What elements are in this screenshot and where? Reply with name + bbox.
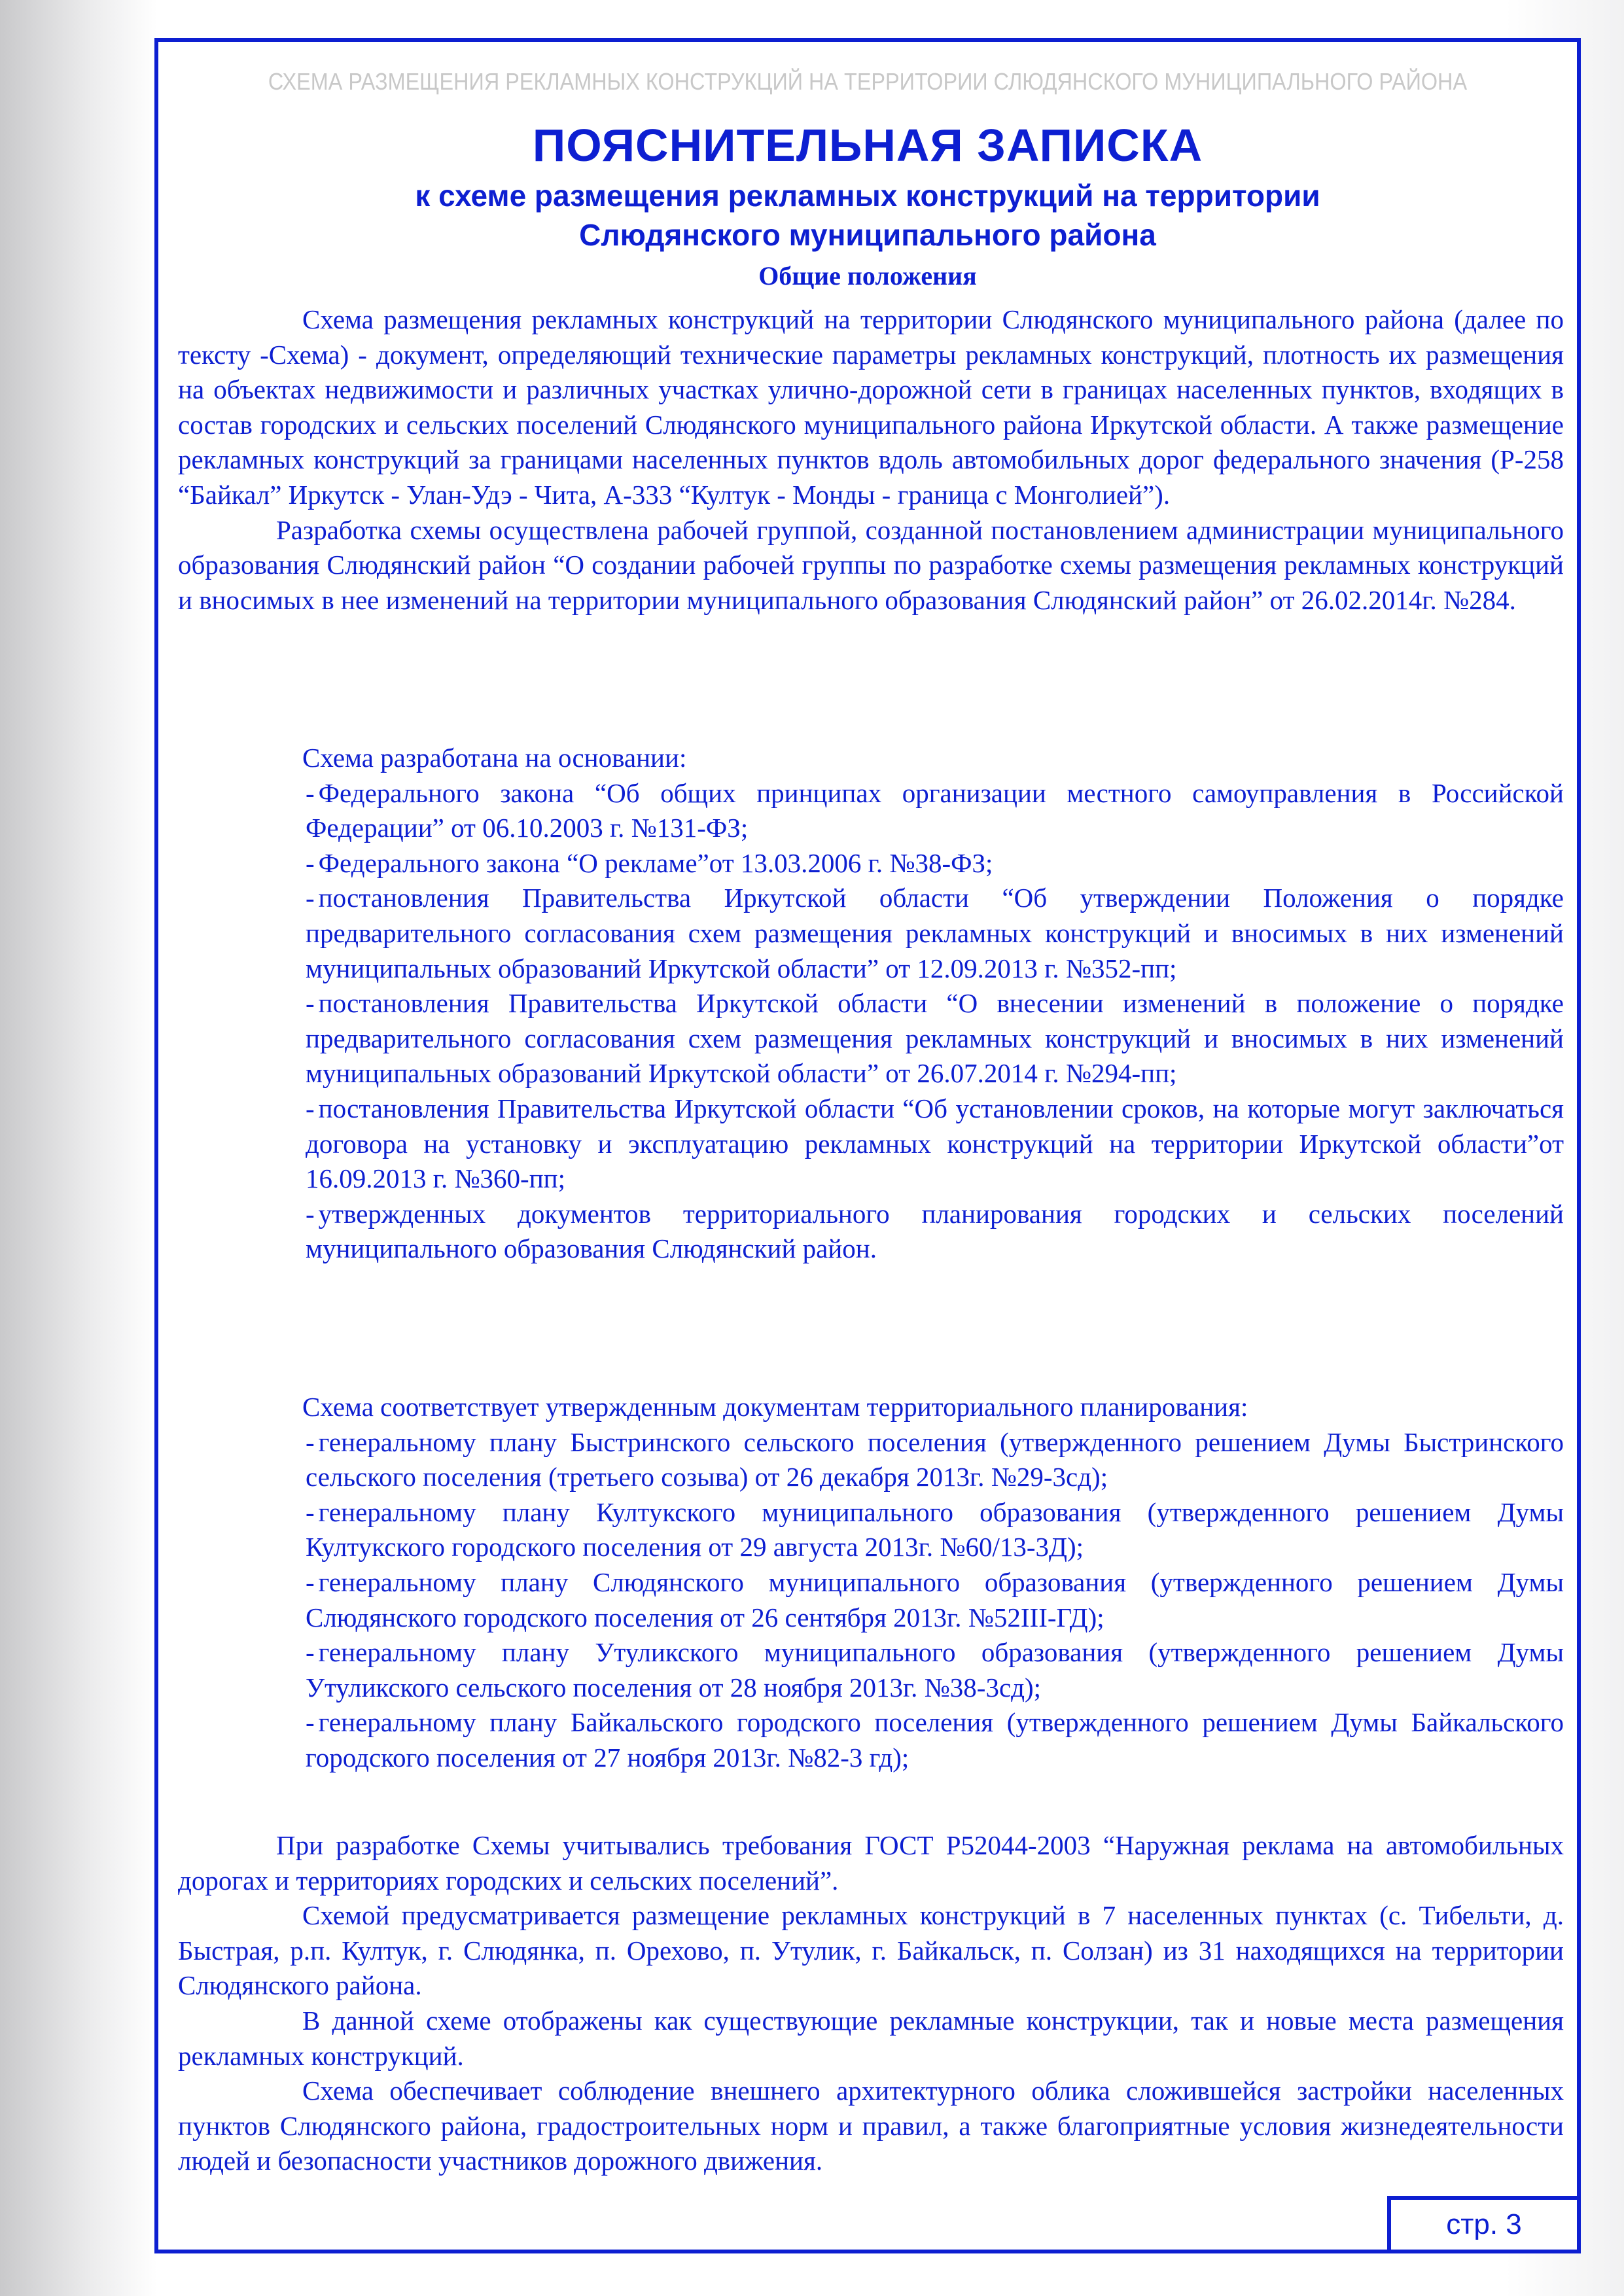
basis-item-text: утвержденных документов территориального планирования городских и сельских поселений муниципального образования Слюдянский район. <box>306 1198 1564 1264</box>
basis-item <box>178 1091 1564 1197</box>
list-dash: - <box>306 777 315 808</box>
plan-item-text: генеральному плану Утуликского муниципального образования (утвержденного решением Думы Утуликского сельского поселения от 28 ноября 2013г. №38-3сд); <box>306 1637 1564 1703</box>
document-frame <box>154 38 1581 2253</box>
plan-item <box>178 1565 1564 1635</box>
basis-item <box>178 776 1564 846</box>
plan-item-text: генеральному плану Байкальского городского поселения (утвержденного решением Думы Байкальского городского поселения от 27 ноября 2013г. №82-3 гд); <box>306 1707 1564 1773</box>
list-dash: - <box>306 1707 315 1738</box>
plan-item-text: генеральному плану Култукского муниципального образования (утвержденного решением Думы Култукского городского поселения от 29 августа 2013г. №60/13-3Д); <box>306 1496 1564 1563</box>
plan-item <box>178 1705 1564 1775</box>
plan-item-text: генеральному плану Быстринского сельского поселения (утвержденного решением Думы Быстринского сельского поселения (третьего созыва) от 26 декабря 2013г. №29-3сд); <box>306 1426 1564 1492</box>
basis-item-text: Федерального закона “Об общих принципах организации местного самоуправления в Российской Федерации” от 06.10.2003 г. №131-ФЗ; <box>306 777 1564 843</box>
paragraph-scheme-definition: Схема размещения рекламных конструкций на территории Слюдянского муниципального района (далее по тексту -Схема) - документ, определяющий технические параметры рекламных конструкций, плотность их размещения на объектах недвижимости и различных участках улично-дорожной сети в границах населенных пунктов, входящих в состав городских и сельских поселений Слюдянского муниципального района Иркутской области. А также размещение рекламных конструкций за границами населенных пунктов вдоль автомобильных дорог федерального значения (Р-258 “Байкал” Иркутск - Улан-Удэ - Чита, А-333 “Култук - Монды - граница с Монголией”). <box>178 304 1564 510</box>
paragraph-settlements: Схемой предусматривается размещение рекламных конструкций в 7 населенных пунктах (с. Тибельти, д. Быстрая, р.п. Култук, г. Слюдянка, п. Орехово, п. Утулик, г. Байкальск, п. Солзан) из 31 находящихся на территории Слюдянского района. <box>178 1900 1564 2001</box>
basis-item-text: постановления Правительства Иркутской области “Об утверждении Положения о порядке предварительного согласования схем размещения рекламных конструкций и вносимых в них изменений муниципальных образований Иркутской области” от 12.09.2013 г. №352-пп; <box>306 883 1564 983</box>
paragraph-working-group: Разработка схемы осуществлена рабочей группой, созданной постановлением администрации муниципального образования Слюдянский район “О создании рабочей группы по разработке схемы размещения рекламных конструкций и вносимых в нее изменений на территории муниципального образования Слюдянский район” от 26.02.2014г. №284. <box>178 514 1564 615</box>
list-dash: - <box>306 1496 315 1527</box>
basis-item <box>178 881 1564 986</box>
basis-item <box>178 846 1564 881</box>
plan-item <box>178 1495 1564 1565</box>
plan-lead: Схема соответствует утвержденным документам территориального планирования: <box>302 1392 1248 1422</box>
list-dash: - <box>306 988 315 1019</box>
list-dash: - <box>306 1093 315 1123</box>
list-dash: - <box>306 883 315 913</box>
list-dash: - <box>306 1566 315 1597</box>
section-title: Общие положения <box>758 261 977 291</box>
plan-item-text: генеральному плану Слюдянского муниципального образования (утвержденного решением Думы Слюдянского городского поселения от 26 сентября 2013г. №52III-ГД); <box>306 1566 1564 1633</box>
plan-item <box>178 1425 1564 1495</box>
basis-lead: Схема разработана на основании: <box>302 743 687 773</box>
list-dash: - <box>306 1637 315 1668</box>
basis-item-text: постановления Правительства Иркутской области “Об установлении сроков, на которые могут заключаться договора на установку и эксплуатацию рекламных конструкций на территории Иркутской области”от 16.09.2013 г. №360-пп; <box>306 1093 1564 1194</box>
basis-item-text: Федерального закона “О рекламе”от 13.03.2006 г. №38-ФЗ; <box>318 847 993 878</box>
page-number-box <box>1387 2196 1581 2253</box>
document-subtitle-line-1: к схеме размещения рекламных конструкций на территории <box>415 179 1320 213</box>
body-block-closing <box>178 1828 1564 2179</box>
plan-item <box>178 1635 1564 1705</box>
document-subtitle-line-2: Слюдянского муниципального района <box>579 218 1156 252</box>
body-block-basis <box>178 741 1564 1267</box>
list-dash: - <box>306 1198 315 1229</box>
document-title: ПОЯСНИТЕЛЬНАЯ ЗАПИСКА <box>532 120 1203 171</box>
paragraph-existing-new: В данной схеме отображены как существующие рекламные конструкции, так и новые места размещения рекламных конструкций. <box>178 2005 1564 2071</box>
body-block-plans <box>178 1390 1564 1776</box>
list-dash: - <box>306 1426 315 1457</box>
basis-item-text: постановления Правительства Иркутской области “О внесении изменений в положение о порядке предварительного согласования схем размещения рекламных конструкций и вносимых в них изменений муниципальных образований Иркутской области” от 26.07.2014 г. №294-пп; <box>306 988 1564 1089</box>
basis-item <box>178 1197 1564 1267</box>
document-header: СХЕМА РАЗМЕЩЕНИЯ РЕКЛАМНЫХ КОНСТРУКЦИЙ НА ТЕРРИТОРИИ СЛЮДЯНСКОГО МУНИЦИПАЛЬНОГО РАЙОНА <box>268 68 1468 95</box>
page-number: стр. 3 <box>1446 2208 1522 2240</box>
body-block-intro <box>178 302 1564 618</box>
paragraph-architecture: Схема обеспечивает соблюдение внешнего архитектурного облика сложившейся застройки населенных пунктов Слюдянского района, градостроительных норм и правил, а также благоприятные условия жизнедеятельности людей и безопасности участников дорожного движения. <box>178 2075 1564 2176</box>
basis-item <box>178 986 1564 1091</box>
list-dash: - <box>306 847 315 878</box>
paragraph-gost: При разработке Схемы учитывались требования ГОСТ Р52044-2003 “Наружная реклама на автомобильных дорогах и территориях городских и сельских поселений”. <box>178 1830 1564 1896</box>
